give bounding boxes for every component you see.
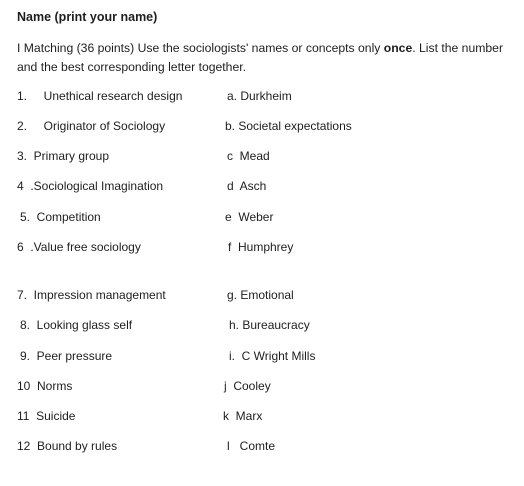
answer-option: i. C Wright Mills [229, 349, 316, 363]
match-item: 6 .Value free sociology [17, 240, 141, 254]
match-item: 10 Norms [17, 379, 73, 393]
match-item: 4 .Sociological Imagination [17, 179, 164, 193]
answer-option: b. Societal expectations [225, 119, 352, 133]
instructions [17, 39, 522, 77]
match-item: 11 Suicide [17, 409, 76, 423]
answer-option: h. Bureaucracy [229, 318, 310, 332]
answer-option: d Asch [227, 179, 267, 193]
answer-option: j Cooley [224, 379, 271, 393]
answer-option: c Mead [227, 149, 270, 163]
match-item: 2. Originator of Sociology [17, 119, 166, 133]
match-item: 12 Bound by rules [17, 439, 118, 453]
instructions-text: I Matching (36 points) Use the sociologists' names or concepts only [17, 41, 384, 55]
answer-option: a. Durkheim [227, 89, 292, 103]
name-prompt: Name (print your name) [17, 10, 158, 24]
match-item: 5. Competition [20, 210, 101, 224]
answer-option: g. Emotional [227, 288, 294, 302]
instructions-emphasis: once [383, 41, 413, 55]
answer-option: k Marx [223, 409, 263, 423]
match-item: 9. Peer pressure [20, 349, 113, 363]
match-item: 7. Impression management [17, 288, 166, 302]
answer-option: l Comte [227, 439, 276, 453]
match-item: 3. Primary group [17, 149, 110, 163]
answer-option: e Weber [225, 210, 274, 224]
instructions-text-end: . List the number and the best corresponding letter together. [17, 41, 504, 74]
answer-option: f Humphrey [228, 240, 294, 254]
match-item: 8. Looking glass self [20, 318, 133, 332]
match-item: 1. Unethical research design [17, 89, 183, 103]
